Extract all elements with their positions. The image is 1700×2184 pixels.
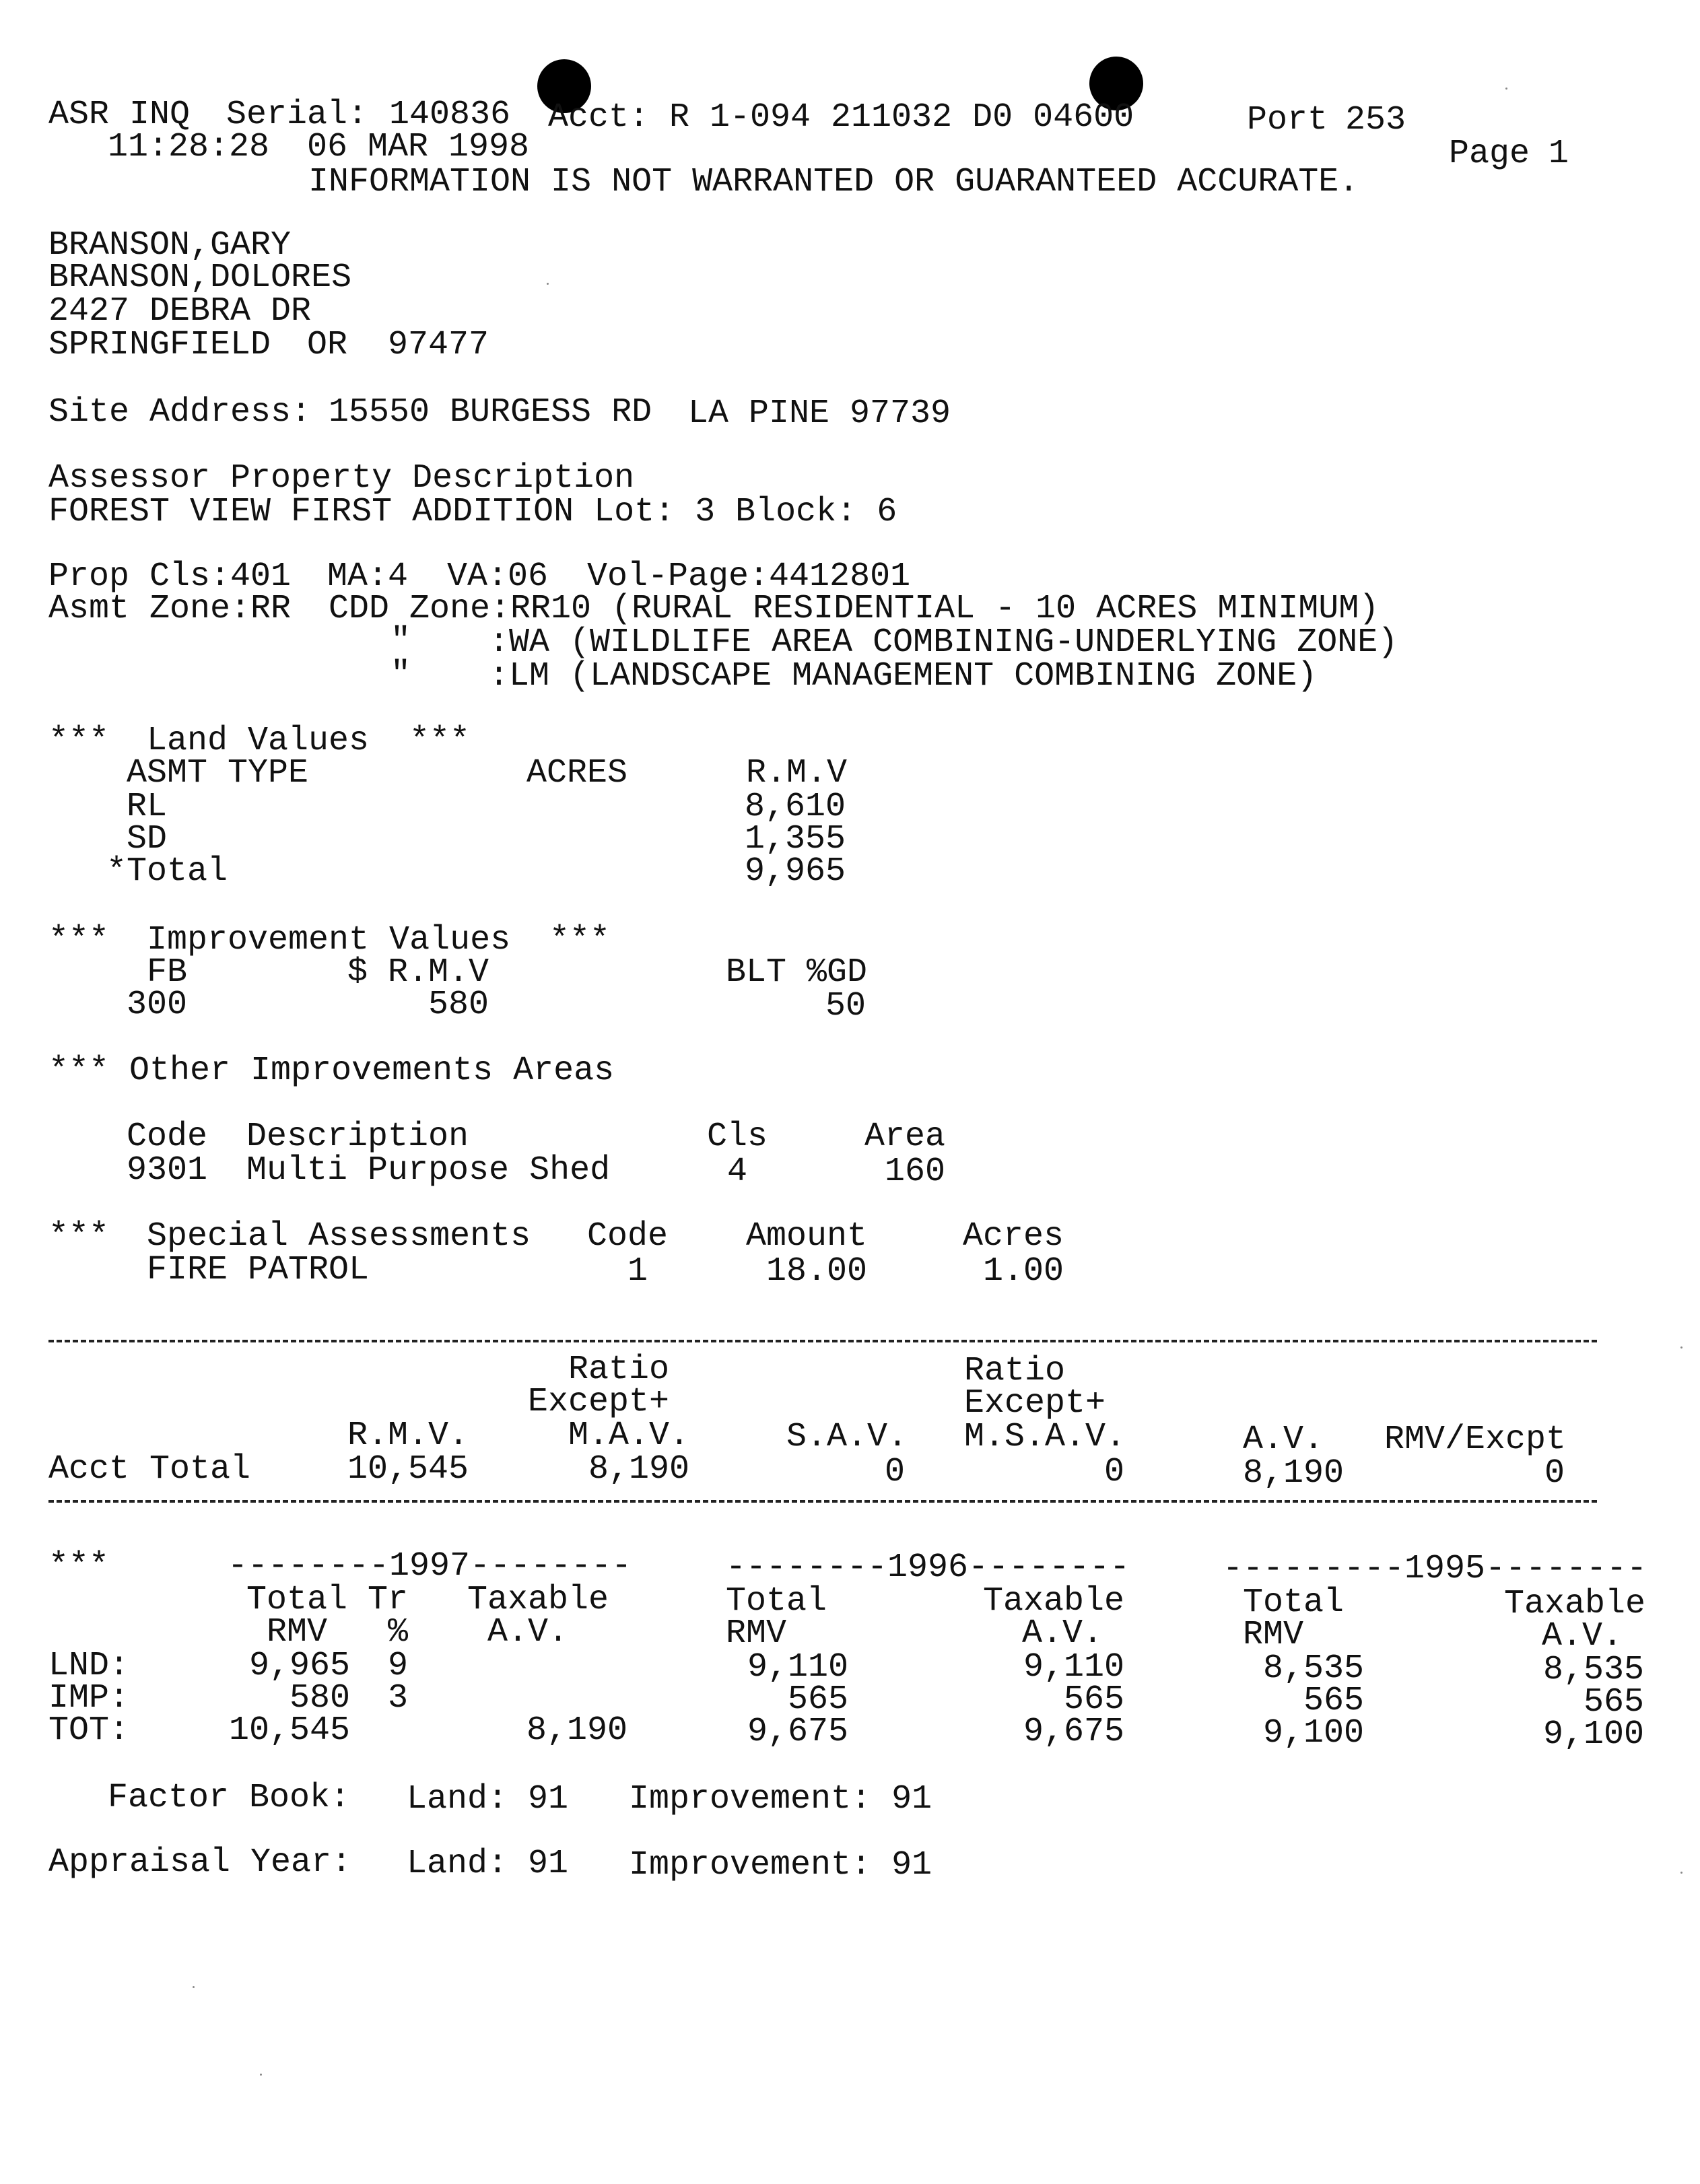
site-city-zip: LA PINE 97739 [688, 395, 951, 433]
page-label: Page [1449, 135, 1530, 173]
history-imp-tav-95: 565 [1583, 1683, 1644, 1721]
history-year-1995: ---------1995-------- [1223, 1550, 1647, 1588]
history-imp-tav-96: 565 [1063, 1680, 1124, 1719]
page-number: 1 [1549, 135, 1569, 173]
special-stars: *** [48, 1217, 110, 1256]
history-sub-av-95: A.V. [1542, 1617, 1623, 1656]
other-col-area: Area [864, 1118, 946, 1156]
acct-total-rmv-excpt: 0 [1544, 1454, 1565, 1493]
factor-book-improvement: Improvement: 91 [629, 1780, 932, 1818]
special-col-acres: Acres [963, 1217, 1064, 1256]
zone-wa: :WA (WILDLIFE AREA COMBINING-UNDERLYING ZONE) [489, 623, 1398, 662]
land-row-rmv: 9,965 [744, 852, 846, 891]
report-time: 11:28:28 [108, 128, 270, 166]
ditto-mark-1: " [390, 622, 411, 660]
ratio-label-mav: Ratio [568, 1351, 670, 1389]
special-acres: 1.00 [983, 1252, 1064, 1291]
other-cls: 4 [727, 1153, 748, 1191]
land-col-rmv: R.M.V [746, 754, 848, 792]
scan-speck [1505, 88, 1507, 90]
improvement-col-rmv: $ R.M.V [347, 953, 489, 992]
improvement-pct-gd: 50 [825, 987, 866, 1025]
acct-total-label: Acct Total [48, 1450, 251, 1489]
land-row-rmv: 1,355 [744, 820, 846, 858]
special-heading: Special Assessments [147, 1217, 531, 1256]
other-area: 160 [885, 1153, 946, 1191]
vol-page: Vol-Page:4412801 [587, 557, 911, 596]
acct-col-msav: M.S.A.V. [964, 1418, 1126, 1456]
history-sub-av-97: A.V. [487, 1613, 569, 1651]
except-label-msav: Except+ [964, 1384, 1106, 1423]
history-col-total-96: Total [726, 1582, 827, 1620]
serial-label: Serial: [226, 96, 368, 134]
acct-total-msav: 0 [1104, 1453, 1125, 1491]
improvement-fb: 300 [127, 986, 188, 1024]
acct-col-rmv-excpt: RMV/Excpt [1384, 1421, 1567, 1459]
history-imp-tr: 3 [388, 1679, 409, 1717]
land-row-type: SD [127, 820, 168, 858]
history-imp-rmv-97: 580 [289, 1679, 350, 1717]
owner-city: SPRINGFIELD [48, 326, 271, 364]
history-sub-rmv-97: RMV [267, 1613, 328, 1651]
history-imp-rmv-96: 565 [787, 1680, 848, 1719]
history-tot-tav-97: 8,190 [526, 1711, 627, 1750]
account-number: R 1-094 211032 D0 04600 [669, 98, 1134, 137]
history-col-taxable-97: Taxable [467, 1581, 609, 1619]
history-lnd-tav-95: 8,535 [1542, 1651, 1644, 1689]
except-label-mav: Except+ [528, 1383, 670, 1421]
land-row-rmv: 8,610 [744, 788, 846, 826]
scan-speck [1680, 1872, 1682, 1874]
special-name: FIRE PATROL [147, 1251, 370, 1289]
serial-number: 140836 [389, 96, 511, 134]
owner-zip: 97477 [388, 326, 489, 364]
port-label: Port [1247, 101, 1328, 139]
improvement-col-fb: FB [147, 953, 188, 992]
market-area: MA:4 [327, 557, 409, 596]
ratio-label-msav: Ratio [964, 1352, 1066, 1390]
history-lnd-tr: 9 [388, 1647, 409, 1685]
land-row-type: *Total [106, 852, 228, 891]
other-description: Multi Purpose Shed [246, 1151, 611, 1190]
improvement-rmv: 580 [428, 986, 489, 1024]
acct-total-av: 8,190 [1243, 1454, 1345, 1493]
separator-line-bottom [48, 1500, 1597, 1503]
factor-book-label: Factor Book: [108, 1779, 351, 1817]
appraisal-year-improvement: Improvement: 91 [629, 1846, 932, 1884]
cdd-zone: CDD Zone:RR10 (RURAL RESIDENTIAL - 10 ACRES MINIMUM) [329, 590, 1380, 628]
land-col-acres: ACRES [526, 754, 628, 792]
history-sub-rmv-95: RMV [1243, 1616, 1304, 1654]
acct-col-rmv: R.M.V. [347, 1417, 469, 1455]
history-sub-pct: % [388, 1613, 409, 1651]
history-tot-tav-95: 9,100 [1542, 1715, 1644, 1754]
owner-name-2: BRANSON,DOLORES [48, 259, 352, 297]
land-values-stars-right: *** [409, 722, 471, 760]
history-row-label: TOT: [48, 1711, 130, 1750]
zone-lm: :LM (LANDSCAPE MANAGEMENT COMBINING ZONE) [489, 657, 1318, 695]
separator-line-top [48, 1340, 1597, 1342]
history-col-taxable-95: Taxable [1504, 1585, 1646, 1623]
special-col-amount: Amount [746, 1217, 868, 1256]
history-lnd-tav-96: 9,110 [1023, 1648, 1124, 1686]
inquiry-code: ASR INQ [48, 96, 191, 134]
other-col-description: Description [246, 1118, 469, 1156]
land-values-stars-left: *** [48, 722, 110, 760]
special-col-code: Code [587, 1217, 669, 1256]
value-area: VA:06 [447, 557, 549, 596]
special-amount: 18.00 [766, 1252, 868, 1291]
other-col-cls: Cls [707, 1118, 768, 1156]
history-year-1996: --------1996-------- [726, 1548, 1130, 1587]
land-row-type: RL [127, 788, 168, 826]
prop-class: Prop Cls:401 [48, 557, 292, 596]
disclaimer: INFORMATION IS NOT WARRANTED OR GUARANTEED ACCURATE. [308, 163, 1359, 201]
appraisal-year-label: Appraisal Year: [48, 1843, 352, 1882]
history-tot-rmv-96: 9,675 [747, 1713, 848, 1751]
scan-speck [260, 2074, 262, 2076]
history-col-total-97: Total [246, 1581, 348, 1619]
description-text: FOREST VIEW FIRST ADDITION Lot: 3 Block: 6 [48, 493, 897, 531]
history-tot-tav-96: 9,675 [1023, 1713, 1124, 1751]
acct-col-mav: M.A.V. [568, 1417, 690, 1455]
history-year-1997: --------1997-------- [228, 1547, 632, 1585]
history-sub-rmv-96: RMV [726, 1614, 787, 1653]
history-row-label: LND: [48, 1647, 130, 1685]
other-code: 9301 [127, 1151, 208, 1190]
other-col-code: Code [127, 1118, 208, 1156]
improvement-col-blt: BLT %GD [726, 953, 868, 992]
history-row-label: IMP: [48, 1679, 130, 1717]
factor-book-land: Land: 91 [407, 1780, 569, 1818]
land-values-heading: Land Values [147, 722, 370, 760]
improvement-stars-right: *** [549, 921, 611, 959]
owner-state: OR [307, 326, 348, 364]
description-heading: Assessor Property Description [48, 459, 635, 498]
other-improvements-heading: *** Other Improvements Areas [48, 1052, 615, 1090]
scan-speck [1680, 1346, 1682, 1349]
history-tot-rmv-97: 10,545 [228, 1711, 350, 1750]
site-address: 15550 BURGESS RD [329, 393, 652, 432]
port-number: 253 [1345, 101, 1406, 139]
owner-street: 2427 DEBRA DR [48, 292, 312, 331]
history-stars: *** [48, 1547, 110, 1585]
history-lnd-rmv-95: 8,535 [1262, 1649, 1364, 1688]
land-col-type: ASMT TYPE [127, 754, 309, 792]
scan-speck [547, 283, 549, 285]
report-date: 06 MAR 1998 [307, 128, 530, 166]
scan-speck [193, 1986, 195, 1988]
history-imp-rmv-95: 565 [1303, 1682, 1364, 1720]
history-tot-rmv-95: 9,100 [1262, 1714, 1364, 1752]
history-col-total-95: Total [1243, 1583, 1345, 1622]
acct-col-av: A.V. [1243, 1421, 1324, 1459]
history-lnd-rmv-96: 9,110 [747, 1648, 848, 1686]
special-code: 1 [627, 1252, 648, 1291]
improvement-heading: Improvement Values [147, 921, 511, 959]
history-col-tr: Tr [368, 1581, 409, 1619]
history-col-taxable-96: Taxable [983, 1582, 1125, 1620]
history-sub-av-96: A.V. [1022, 1614, 1103, 1653]
site-address-label: Site Address: [48, 393, 312, 432]
acct-col-sav: S.A.V. [786, 1418, 908, 1456]
asmt-zone: Asmt Zone:RR [48, 590, 292, 628]
owner-name-1: BRANSON,GARY [48, 226, 292, 265]
acct-total-rmv: 10,545 [347, 1450, 469, 1489]
history-lnd-rmv-97: 9,965 [248, 1647, 350, 1685]
account-label: Acct: [548, 98, 650, 137]
ditto-mark-2: " [390, 656, 411, 694]
appraisal-year-land: Land: 91 [407, 1845, 569, 1883]
acct-total-mav: 8,190 [588, 1450, 690, 1489]
improvement-stars-left: *** [48, 921, 110, 959]
acct-total-sav: 0 [885, 1453, 906, 1491]
